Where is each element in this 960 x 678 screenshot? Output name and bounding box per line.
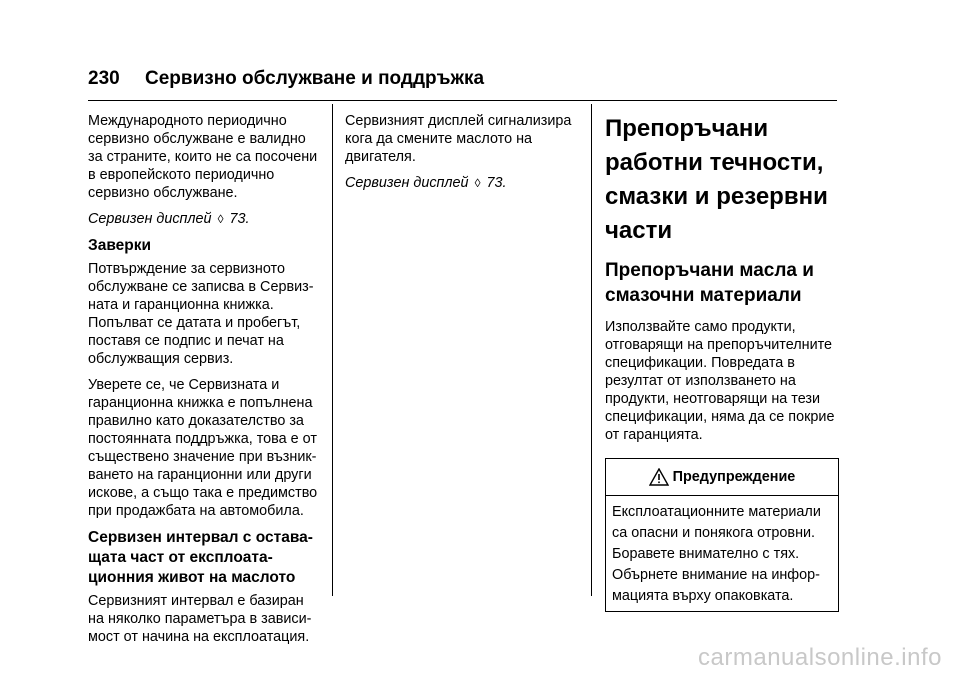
column-left: [88, 112, 324, 654]
section-subtitle: Препоръчани масла и смазочни материали: [605, 260, 814, 306]
page-ref-icon: ◊: [474, 176, 481, 190]
reference-page: 73: [229, 211, 246, 227]
make-sure-paragraph: Уверете се, че Сервизната и гаранционна книжка е попълнена правилно като доказателство за постоянната поддръжка, това е от съществено значение при възник- ването на гаранционни или други искове, а също така е предимство при продажбата на автомобила.: [88, 377, 318, 519]
products-paragraph: Използвайте само продукти, отговарящи на препоръчителните спецификации. Повредата в резултат от използването на продукти, неотговарящи на тези спецификации, няма да се покрие от гаранцията.: [605, 319, 835, 443]
warning-header: [606, 459, 838, 496]
column-right: [605, 112, 841, 612]
warning-triangle-icon: [649, 468, 669, 486]
reference-page: 73: [486, 175, 503, 191]
confirm-paragraph: Потвърждение за сервизното обслужване се записва в Сервиз- ната и гаранционна книжка. Попълват се датата и пробегът, поставя се подпис и печат на обслужващия сервиз.: [88, 261, 314, 367]
section-title: Сервизно обслужване и поддръжка: [145, 68, 485, 89]
warning-box: [605, 458, 839, 612]
reference-text: Сервизен дисплей: [345, 175, 469, 191]
heading-confirmations: Заверки: [88, 237, 152, 254]
chapter-title: Препоръчани работни течности, смазки и резервни части: [605, 115, 828, 244]
column-middle: [345, 112, 581, 200]
reference-text: Сервизен дисплей: [88, 211, 212, 227]
service-display-paragraph: Сервизният дисплей сигнализира кога да смените маслото на двигателя.: [345, 113, 572, 165]
page-number: 230: [88, 68, 120, 89]
intro-paragraph: Международното периодично сервизно обслужване е валидно за страните, които не са посочени в европейското периодично сервизно обслужване.: [88, 113, 318, 201]
cross-reference[interactable]: Сервизен дисплей ◊ 73.: [88, 211, 250, 227]
warning-body: Експлоатационните материали са опасни и понякога отровни. Боравете внимателно с тях. Обърнете внимание на инфор- мацията върху опаковката.: [612, 504, 821, 604]
watermark: carmanualsonline.info: [698, 644, 942, 671]
heading-service-interval: Сервизен интервал с остава- щата част от експлоата- ционния живот на маслото: [88, 529, 313, 586]
column-divider: [591, 104, 592, 596]
page-ref-icon: ◊: [217, 212, 224, 226]
column-divider: [332, 104, 333, 596]
warning-title: Предупреждение: [672, 469, 796, 485]
page-header: [88, 64, 837, 101]
interval-paragraph: Сервизният интервал е базиран на няколко параметъра в зависи- мост от начина на експлоатация.: [88, 593, 312, 645]
cross-reference[interactable]: Сервизен дисплей ◊ 73.: [345, 175, 507, 191]
